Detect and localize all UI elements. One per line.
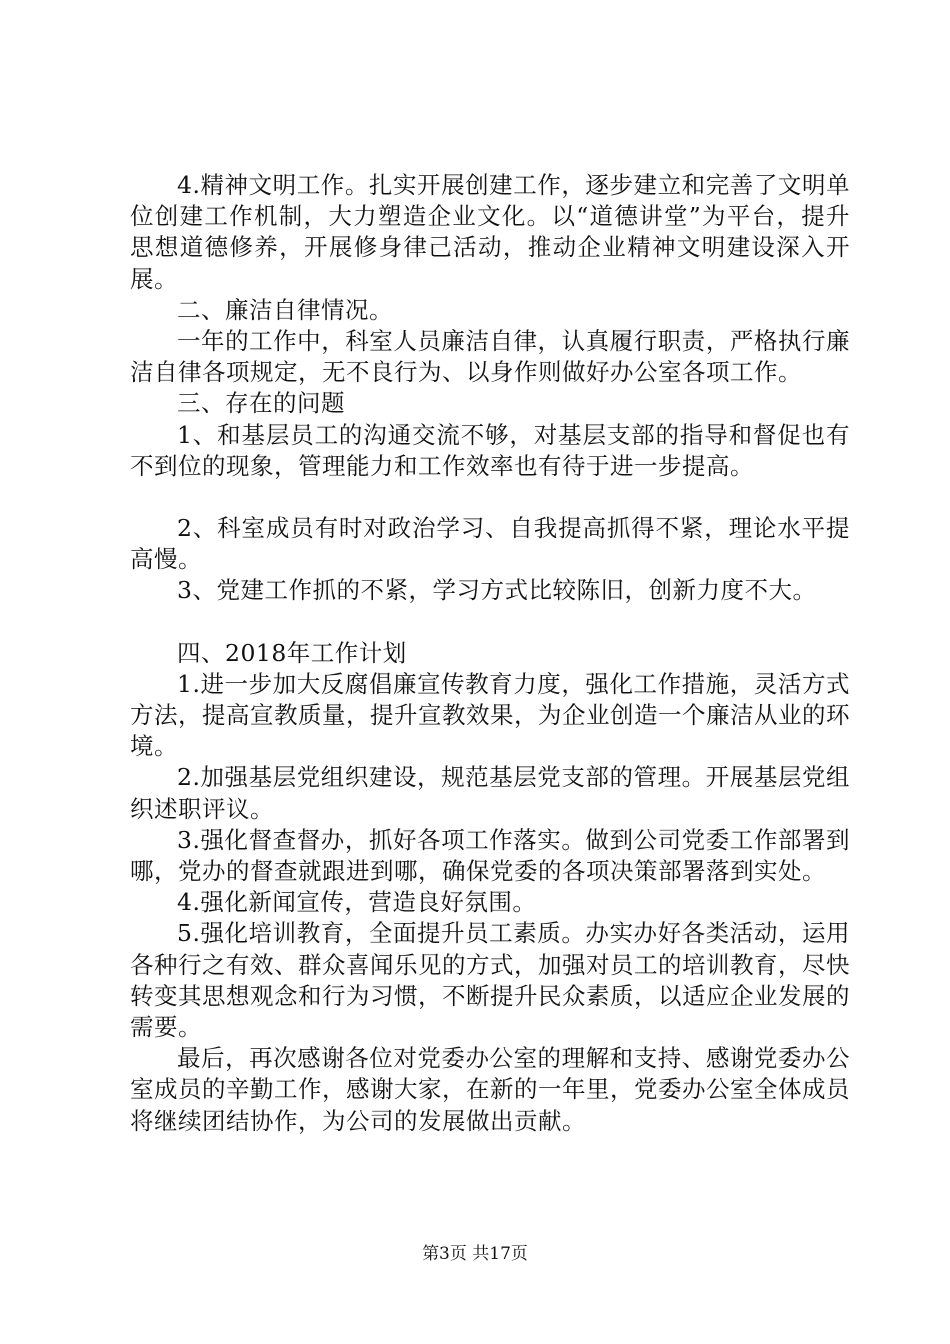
paragraph-plan-1: 1.进一步加大反腐倡廉宣传教育力度，强化工作措施，灵活方式方法，提高宣教质量，提升宣教效果，为企业创造一个廉洁从业的环境。 [130,669,850,761]
section-heading-integrity: 二、廉洁自律情况。 [177,295,393,324]
paragraph-plan-4: 4.强化新闻宣传，营造良好氛围。 [177,888,537,917]
paragraph-integrity: 一年的工作中，科室人员廉洁自律，认真履行职责，严格执行廉洁自律各项规定，无不良行为、以身作则做好办公室各项工作。 [130,327,850,387]
paragraph-problem-3: 3、党建工作抓的不紧，学习方式比较陈旧，创新力度不大。 [177,576,817,605]
paragraph-problem-1: 1、和基层员工的沟通交流不够，对基层支部的指导和督促也有不到位的现象，管理能力和工作效率也有待于进一步提高。 [130,420,850,480]
paragraph-plan-2: 2.加强基层党组织建设，规范基层党支部的管理。开展基层党组织述职评议。 [130,763,850,823]
paragraph-plan-5: 5.强化培训教育，全面提升员工素质。办实办好各类活动，运用各种行之有效、群众喜闻乐见的方式，加强对员工的培训教育，尽快转变其思想观念和行为习惯，不断提升民众素质，以适应企业发展的需要。 [130,919,850,1042]
section-heading-plan: 四、2018年工作计划 [177,638,407,667]
paragraph-spiritual-civilization: 4.精神文明工作。扎实开展创建工作，逐步建立和完善了文明单位创建工作机制，大力塑造企业文化。以“道德讲堂”为平台，提升思想道德修养，开展修身律己活动，推动企业精神文明建设深入开展。 [130,171,850,293]
paragraph-problem-2: 2、科室成员有时对政治学习、自我提高抓得不紧，理论水平提高慢。 [130,514,850,574]
document-body [130,170,850,1137]
section-heading-problems: 三、存在的问题 [177,389,345,418]
page-number-footer: 第3页 共17页 [422,1244,528,1264]
paragraph-plan-3: 3.强化督查督办，抓好各项工作落实。做到公司党委工作部署到哪，党办的督查就跟进到哪，确保党委的各项决策部署落到实处。 [130,825,850,886]
paragraph-closing: 最后，再次感谢各位对党委办公室的理解和支持、感谢党委办公室成员的辛勤工作，感谢大家，在新的一年里，党委办公室全体成员将继续团结协作，为公司的发展做出贡献。 [130,1044,850,1135]
